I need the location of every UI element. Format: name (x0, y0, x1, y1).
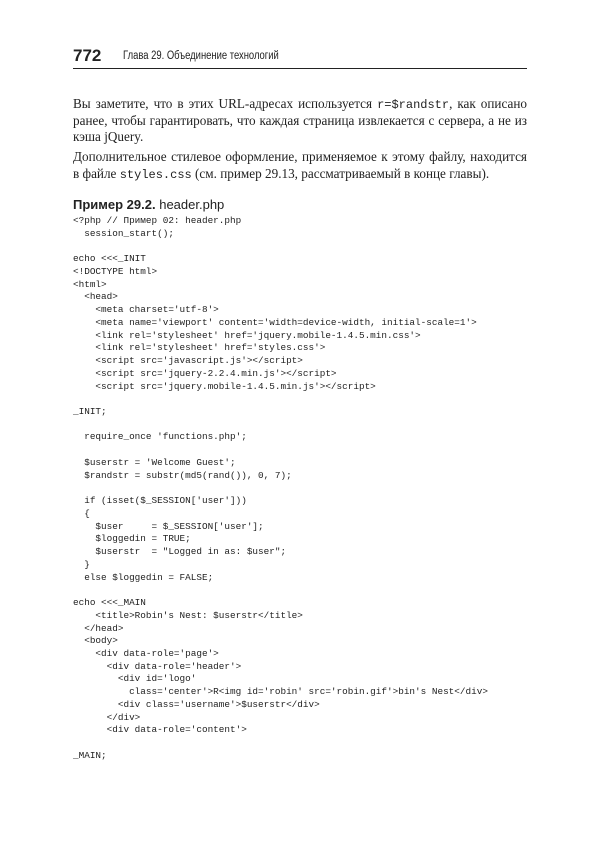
code-listing: <?php // Пример 02: header.php session_start(); echo <<<_INIT <!DOCTYPE html> <html> <head> <meta charset='utf-8'> <meta name='viewport' content='width=device-width, initial-scale=1'> <link rel='stylesheet' href='jquery.mobile-1.4.5.min.css'> <link rel='stylesheet' href='styles.css'> <script src='javascript.js'></script> <script src='jquery-2.2.4.min.js'></script> <script src='jquery.mobile-1.4.5.min.js'></script> _INIT; require_once 'functions.php'; $userstr = 'Welcome Guest'; $randstr = substr(md5(rand()), 0, 7); if (isset($_SESSION['user'])) { $user = $_SESSION['user']; $loggedin = TRUE; $userstr = "Logged in as: $user"; } else $loggedin = FALSE; echo <<<_MAIN <title>Robin's Nest: $userstr</title> </head> <body> <div data-role='page'> <div data-role='header'> <div id='logo' class='center'>R<img id='robin' src='robin.gif'>bin's Nest</div> <div class='username'>$userstr</div> </div> <div data-role='content'> _MAIN; (73, 215, 488, 761)
example-filename: header.php (159, 197, 225, 212)
text: Дополнительное стилевое оформление, применяемое к этому файлу, находится в файле (73, 149, 527, 181)
inline-code: r=$randstr (377, 98, 450, 112)
paragraph (73, 96, 527, 146)
text: Вы заметите, что в этих URL-адресах используется (73, 96, 378, 111)
page-number: 772 (73, 46, 102, 65)
text: , как описано ранее, чтобы гарантировать, что каждая страница извлекается с сервера, а не из кэша jQuery. (73, 96, 527, 145)
paragraph (73, 149, 527, 182)
example-heading (73, 197, 224, 212)
running-header (73, 46, 527, 69)
inline-code: styles.css (119, 167, 192, 182)
chapter-title: Глава 29. Объединение технологий (123, 50, 279, 62)
example-label: Пример 29.2. (73, 197, 156, 212)
text: (см. пример 29.13, рассматриваемый в конце главы). (191, 165, 490, 181)
